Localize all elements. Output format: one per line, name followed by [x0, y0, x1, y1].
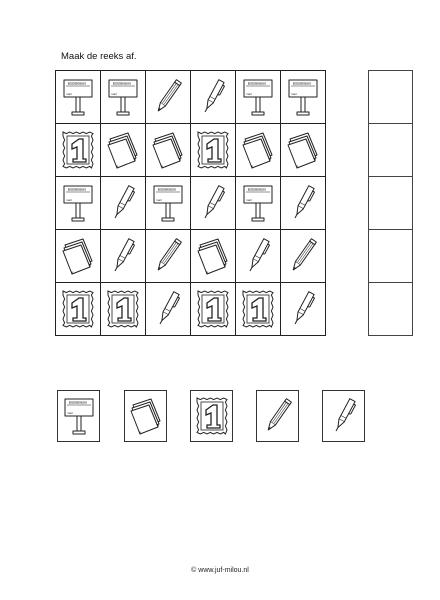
- choice-row: [0, 390, 440, 444]
- grid-cell: [146, 71, 191, 124]
- grid-cell: [281, 283, 326, 336]
- grid-cell: [281, 230, 326, 283]
- mailbox-icon: [286, 77, 320, 117]
- envelope-stack-icon: [59, 235, 97, 277]
- mailbox-icon: [62, 396, 96, 436]
- stamp-icon: [194, 128, 232, 172]
- svg-text:MAAK DE REEKS: MAAK DE REEKS: [69, 82, 89, 86]
- grid-cell: [236, 177, 281, 230]
- mailbox-icon: [106, 77, 140, 117]
- stamp-icon: [193, 394, 231, 438]
- mailbox-icon: [151, 183, 185, 223]
- pencil-icon: [151, 76, 185, 118]
- grid-cell: [56, 177, 101, 230]
- svg-text:MAAK DE REEKS: MAAK DE REEKS: [294, 82, 314, 86]
- stamp-icon: [59, 287, 97, 331]
- envelope-stack-icon: [239, 129, 277, 171]
- mailbox-icon: [61, 77, 95, 117]
- choice-card[interactable]: [57, 390, 100, 442]
- grid-cell: [236, 124, 281, 177]
- answer-cell[interactable]: [369, 177, 413, 230]
- sequence-grid: [55, 70, 326, 336]
- grid-cell: [56, 230, 101, 283]
- svg-text:mail: mail: [156, 198, 162, 202]
- svg-text:mail: mail: [66, 198, 72, 202]
- stamp-icon: [194, 287, 232, 331]
- grid-cell: [101, 283, 146, 336]
- grid-cell: [281, 124, 326, 177]
- answer-column: [368, 70, 413, 336]
- choice-card[interactable]: [322, 390, 365, 442]
- grid-cell: [236, 230, 281, 283]
- mailbox-icon: [241, 183, 275, 223]
- mailbox-icon: [241, 77, 275, 117]
- choice-card[interactable]: [256, 390, 299, 442]
- svg-text:mail: mail: [66, 411, 73, 415]
- svg-text:mail: mail: [291, 92, 297, 96]
- grid-cell: [56, 283, 101, 336]
- svg-text:MAAK DE REEKS: MAAK DE REEKS: [249, 82, 269, 86]
- pen-icon: [151, 288, 185, 330]
- envelope-stack-icon: [194, 235, 232, 277]
- grid-cell: [191, 71, 236, 124]
- pencil-icon: [261, 395, 295, 437]
- grid-cell: [281, 71, 326, 124]
- svg-text:mail: mail: [246, 198, 252, 202]
- envelope-stack-icon: [284, 129, 322, 171]
- stamp-icon: [239, 287, 277, 331]
- answer-cell[interactable]: [369, 124, 413, 177]
- svg-text:MAAK DE REEKS: MAAK DE REEKS: [69, 401, 90, 405]
- choice-card[interactable]: [124, 390, 167, 442]
- svg-text:MAAK DE REEKS: MAAK DE REEKS: [69, 188, 89, 192]
- page-title: Maak de reeks af.: [61, 51, 137, 62]
- grid-cell: [191, 177, 236, 230]
- pen-icon: [286, 288, 320, 330]
- pencil-icon: [286, 235, 320, 277]
- grid-cell: [101, 71, 146, 124]
- pen-icon: [241, 235, 275, 277]
- grid-cell: [191, 230, 236, 283]
- grid-cell: [56, 71, 101, 124]
- choice-card[interactable]: [190, 390, 233, 442]
- envelope-stack-icon: [149, 129, 187, 171]
- grid-cell: [191, 283, 236, 336]
- answer-cell[interactable]: [369, 71, 413, 124]
- grid-cell: [236, 283, 281, 336]
- pen-icon: [327, 395, 361, 437]
- grid-cell: [101, 177, 146, 230]
- grid-cell: [101, 124, 146, 177]
- svg-text:MAAK DE REEKS: MAAK DE REEKS: [114, 82, 134, 86]
- pencil-icon: [151, 235, 185, 277]
- stamp-icon: [59, 128, 97, 172]
- pen-icon: [196, 76, 230, 118]
- svg-text:MAAK DE REEKS: MAAK DE REEKS: [249, 188, 269, 192]
- answer-cell[interactable]: [369, 283, 413, 336]
- copyright-footer: © www.juf-milou.nl: [191, 567, 249, 574]
- grid-cell: [236, 71, 281, 124]
- stamp-icon: [104, 287, 142, 331]
- pen-icon: [286, 182, 320, 224]
- grid-cell: [146, 124, 191, 177]
- answer-cell[interactable]: [369, 230, 413, 283]
- svg-text:mail: mail: [66, 92, 72, 96]
- envelope-stack-icon: [104, 129, 142, 171]
- svg-text:mail: mail: [111, 92, 117, 96]
- svg-text:mail: mail: [246, 92, 252, 96]
- grid-cell: [101, 230, 146, 283]
- grid-cell: [146, 230, 191, 283]
- envelope-stack-icon: [127, 395, 165, 437]
- grid-cell: [146, 283, 191, 336]
- grid-cell: [146, 177, 191, 230]
- pen-icon: [106, 182, 140, 224]
- mailbox-icon: [61, 183, 95, 223]
- pen-icon: [196, 182, 230, 224]
- svg-text:MAAK DE REEKS: MAAK DE REEKS: [159, 188, 179, 192]
- grid-cell: [56, 124, 101, 177]
- pen-icon: [106, 235, 140, 277]
- grid-cell: [191, 124, 236, 177]
- grid-cell: [281, 177, 326, 230]
